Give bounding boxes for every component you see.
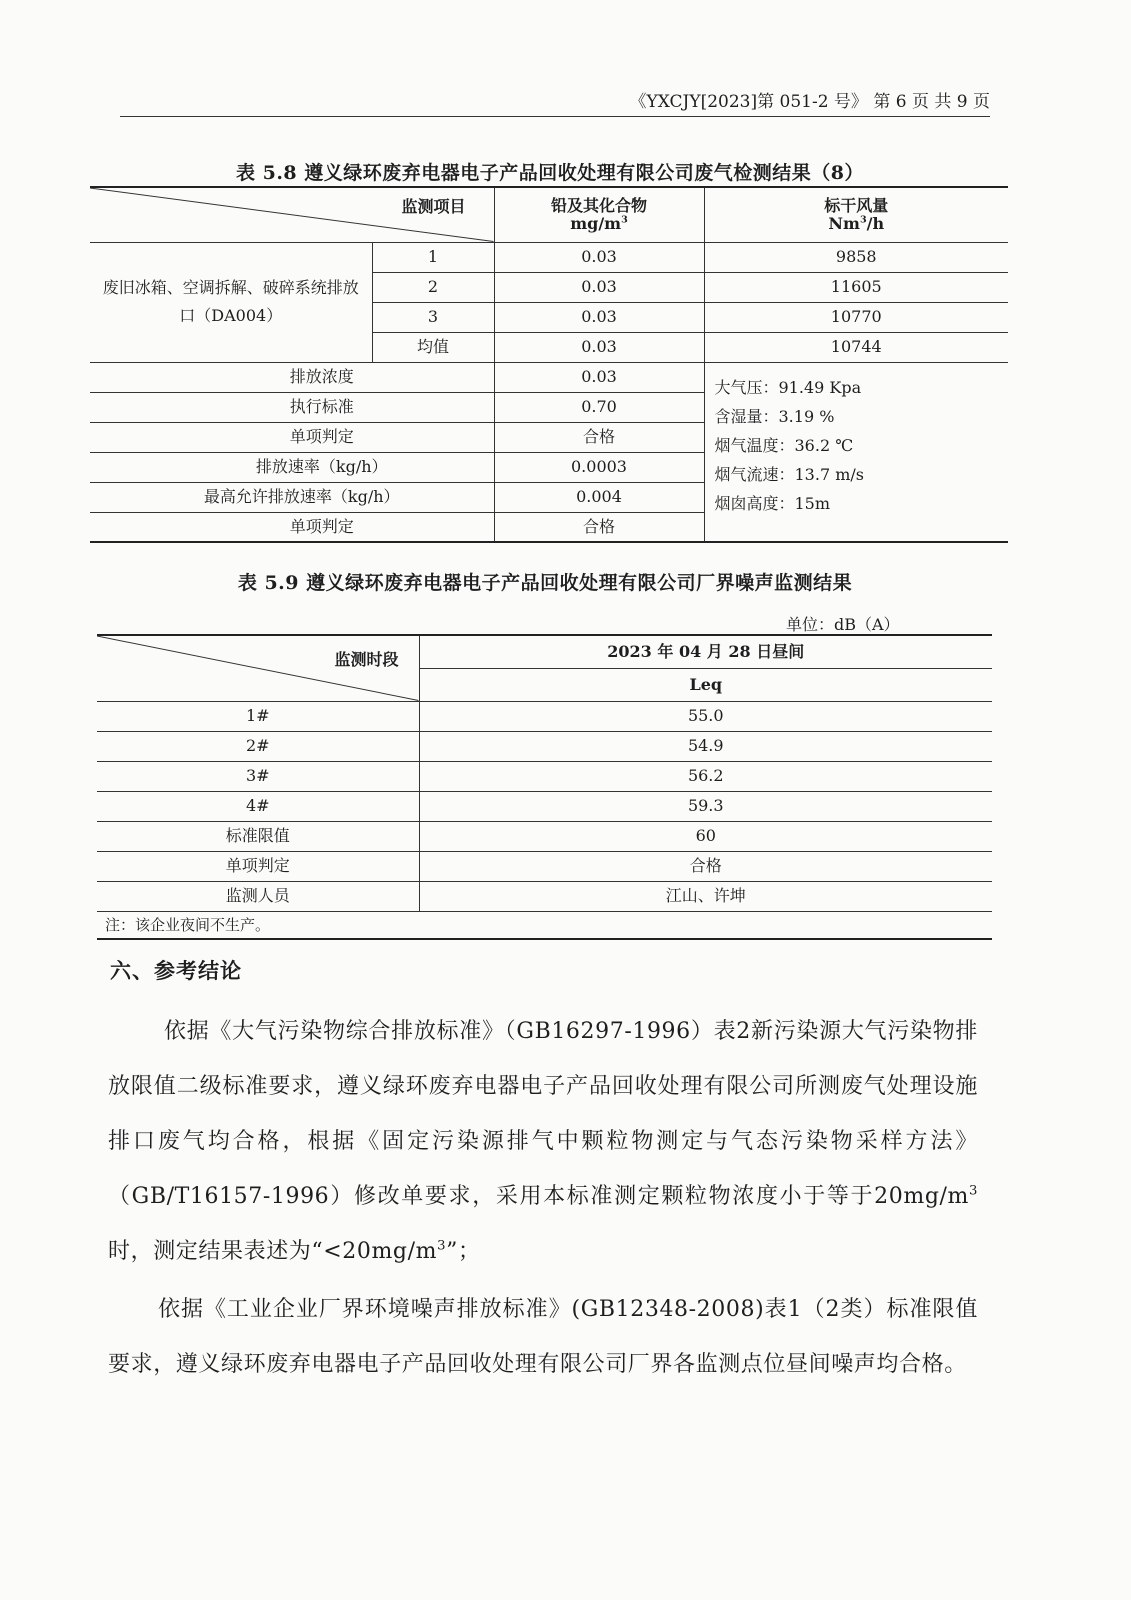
col-header-flow-unit: Nm xyxy=(828,213,860,233)
table-row xyxy=(97,821,992,851)
row-label: 3 xyxy=(372,302,494,332)
row-label: 1 xyxy=(372,242,494,272)
table-row xyxy=(97,881,992,911)
table-5-8-caption: 表 5.8 遵义绿环废弃电器电子产品回收处理有限公司废气检测结果（8） xyxy=(235,162,864,184)
summary-label: 排放速率（kg/h） xyxy=(90,452,494,482)
row-label: 监测人员 xyxy=(97,881,419,911)
col-header-lead xyxy=(494,187,704,242)
row-label: 3# xyxy=(97,761,419,791)
table-row xyxy=(97,761,992,791)
row-label: 4# xyxy=(97,791,419,821)
summary-label: 执行标准 xyxy=(90,392,494,422)
col-header-date: 2023 年 04 月 28 日昼间 xyxy=(419,635,992,668)
summary-label: 排放浓度 xyxy=(90,362,494,392)
condition-stack-height: 烟囱高度：15m xyxy=(714,493,831,513)
summary-value: 0.70 xyxy=(494,392,704,422)
table-note-row xyxy=(97,911,992,939)
header-diagonal-cell xyxy=(97,635,419,701)
row-value: 合格 xyxy=(419,851,992,881)
row-value: 江山、许坤 xyxy=(419,881,992,911)
col-header-flow-unit-tail: /h xyxy=(866,213,885,233)
row-label: 标准限值 xyxy=(97,821,419,851)
row-value: 55.0 xyxy=(419,701,992,731)
flow-value: 10770 xyxy=(704,302,1008,332)
summary-value: 0.03 xyxy=(494,362,704,392)
col-header-lead-name: 铅及其化合物 xyxy=(550,195,647,215)
row-value: 54.9 xyxy=(419,731,992,761)
col-header-flow xyxy=(704,187,1008,242)
table-5-9-unit: 单位：dB（A） xyxy=(786,615,900,634)
table-note: 注：该企业夜间不生产。 xyxy=(97,911,992,939)
row-label: 2# xyxy=(97,731,419,761)
row-value: 60 xyxy=(419,821,992,851)
source-cell: 废旧冰箱、空调拆解、破碎系统排放口（DA004） xyxy=(90,242,372,362)
table-row xyxy=(97,701,992,731)
conditions-cell xyxy=(704,362,1008,542)
table-row xyxy=(90,362,1008,392)
table-row xyxy=(97,791,992,821)
summary-label: 单项判定 xyxy=(90,512,494,542)
col-header-period: 监测时段 xyxy=(334,650,399,669)
summary-value: 合格 xyxy=(494,422,704,452)
col-header-item: 监测项目 xyxy=(401,197,466,216)
row-label: 均值 xyxy=(372,332,494,362)
paragraph-1-main: 依据《大气污染物综合排放标准》（GB16297-1996）表2新污染源大气污染物排放限值二级标准要求，遵义绿环废弃电器电子产品回收处理有限公司所测废气处理设施排口废气均合格，根据《固定污染源排气中颗粒物测定与气态污染物采样方法》（GB/T16157-1996）修改单要求，采用本标准测定颗粒物浓度小于等于20mg/m xyxy=(108,1019,978,1209)
table-row xyxy=(90,242,1008,272)
report-number-page: 《YXCJY[2023]第 051-2 号》 第 6 页 共 9 页 xyxy=(629,92,990,112)
table-5-9 xyxy=(97,634,992,940)
summary-value: 0.0003 xyxy=(494,452,704,482)
section-title: 六、参考结论 xyxy=(110,958,242,983)
lead-value: 0.03 xyxy=(494,302,704,332)
flow-value: 11605 xyxy=(704,272,1008,302)
conclusion-paragraph-2: 依据《工业企业厂界环境噪声排放标准》(GB12348-2008)表1（2类）标准限值要求，遵义绿环废弃电器电子产品回收处理有限公司厂界各监测点位昼间噪声均合格。 xyxy=(108,1297,978,1377)
lead-value: 0.03 xyxy=(494,272,704,302)
flow-value: 10744 xyxy=(704,332,1008,362)
summary-label: 单项判定 xyxy=(90,422,494,452)
unit-superscript: 3 xyxy=(621,214,628,226)
unit-superscript: 3 xyxy=(969,1183,978,1199)
row-value: 59.3 xyxy=(419,791,992,821)
summary-label: 最高允许排放速率（kg/h） xyxy=(90,482,494,512)
row-value: 56.2 xyxy=(419,761,992,791)
col-header-lead-unit: mg/m xyxy=(570,213,622,233)
paragraph-1-mid: 时，测定结果表述为“<20mg/m xyxy=(108,1239,438,1264)
row-label: 单项判定 xyxy=(97,851,419,881)
col-header-leq: Leq xyxy=(419,668,992,701)
lead-value: 0.03 xyxy=(494,242,704,272)
condition-humidity: 含湿量：3.19 % xyxy=(714,406,835,426)
unit-superscript: 3 xyxy=(437,1238,447,1254)
row-label: 2 xyxy=(372,272,494,302)
col-header-flow-name: 标干风量 xyxy=(824,195,889,215)
paragraph-1-end: ”； xyxy=(446,1239,481,1264)
table-5-8 xyxy=(90,186,1008,543)
row-label: 1# xyxy=(97,701,419,731)
unit-superscript: 3 xyxy=(859,214,867,226)
conclusion-paragraph-1 xyxy=(108,1004,978,1279)
summary-value: 合格 xyxy=(494,512,704,542)
header-diagonal-cell xyxy=(90,187,494,242)
condition-pressure: 大气压：91.49 Kpa xyxy=(714,377,862,397)
condition-temperature: 烟气温度：36.2 ℃ xyxy=(714,435,854,455)
table-row xyxy=(97,731,992,761)
page-header xyxy=(120,92,990,117)
condition-velocity: 烟气流速：13.7 m/s xyxy=(714,464,864,484)
flow-value: 9858 xyxy=(704,242,1008,272)
table-5-9-caption: 表 5.9 遵义绿环废弃电器电子产品回收处理有限公司厂界噪声监测结果 xyxy=(237,572,853,594)
summary-value: 0.004 xyxy=(494,482,704,512)
table-row xyxy=(97,851,992,881)
lead-value: 0.03 xyxy=(494,332,704,362)
